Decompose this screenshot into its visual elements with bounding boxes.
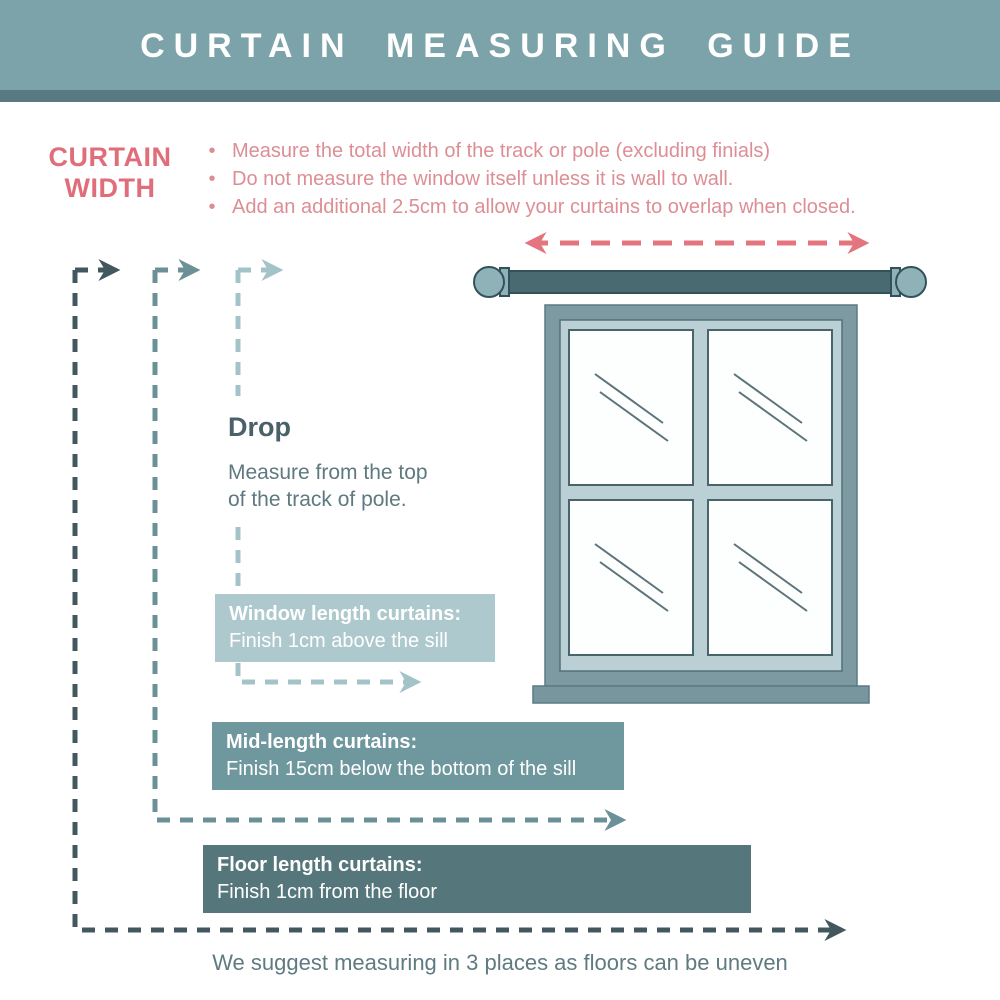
- header-accent-strip: [0, 90, 1000, 102]
- bullet-item: [192, 137, 982, 165]
- window-pane: [569, 330, 693, 485]
- window-pane: [708, 500, 832, 655]
- bullet-dot-icon: •: [208, 196, 216, 218]
- curtain-width-bullet-list: [192, 137, 982, 221]
- bullet-text: Do not measure the window itself unless it is wall to wall.: [232, 168, 734, 190]
- window-pane: [569, 500, 693, 655]
- length-option-title: Mid-length curtains:: [226, 731, 418, 753]
- length-option-detail: Finish 1cm from the floor: [217, 881, 438, 903]
- footer-note: We suggest measuring in 3 places as floors can be uneven: [212, 950, 788, 975]
- length-option-detail: Finish 15cm below the bottom of the sill: [226, 758, 577, 780]
- window-pane: [708, 330, 832, 485]
- bullet-item: [192, 165, 982, 193]
- mid-length-label: [212, 722, 624, 790]
- bullet-text: Measure the total width of the track or pole (excluding finials): [232, 140, 771, 162]
- pole-bar: [502, 271, 898, 293]
- page-title: CURTAIN MEASURING GUIDE: [140, 27, 860, 65]
- bullet-dot-icon: •: [208, 140, 216, 162]
- floor-length-label: [203, 845, 751, 913]
- bullet-dot-icon: •: [208, 168, 216, 190]
- length-option-detail: Finish 1cm above the sill: [229, 630, 448, 652]
- window-illustration: [533, 305, 869, 703]
- pole-finial-right: [896, 267, 926, 297]
- bullet-item: [192, 193, 982, 221]
- curtain-pole-illustration: [474, 267, 926, 297]
- window-sill: [533, 686, 869, 703]
- window-length-label: [215, 594, 495, 662]
- curtain-width-label: CURTAIN WIDTH: [48, 142, 172, 203]
- length-option-title: Window length curtains:: [229, 603, 462, 625]
- bullet-text: Add an additional 2.5cm to allow your curtains to overlap when closed.: [232, 196, 856, 218]
- length-option-title: Floor length curtains:: [217, 854, 423, 876]
- drop-description: Measure from the top of the track of pole.: [228, 461, 428, 511]
- drop-heading: Drop: [228, 412, 291, 442]
- pole-finial-left: [474, 267, 504, 297]
